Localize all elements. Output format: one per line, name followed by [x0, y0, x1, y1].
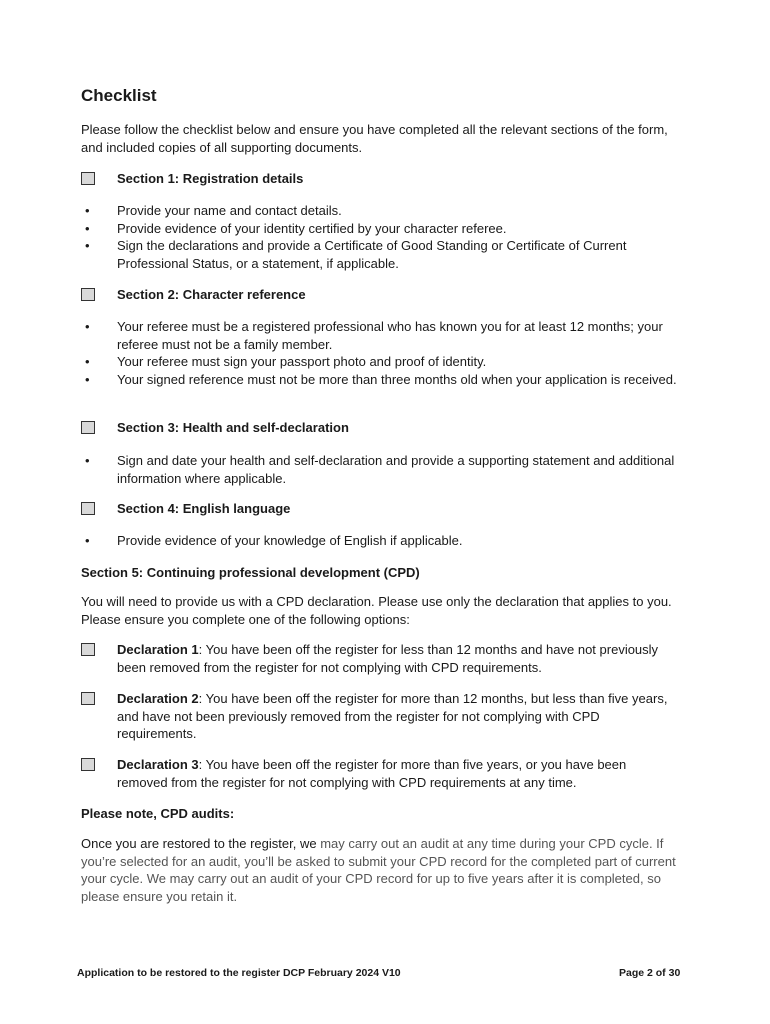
- section-3-heading: Section 3: Health and self-declaration: [117, 420, 349, 435]
- section-2-heading: Section 2: Character reference: [117, 287, 306, 302]
- page-title: Checklist: [81, 86, 157, 105]
- intro-paragraph: Please follow the checklist below and ensure you have completed all the relevant sections of the form, and included copies of all supporting documents.: [81, 122, 668, 155]
- section-2-list: [81, 318, 681, 388]
- declaration-1-checkbox[interactable]: [81, 643, 95, 656]
- list-item: • Sign the declarations and provide a Certificate of Good Standing or Certificate of Current Professional Status, or a statement, if applicable.: [85, 238, 627, 271]
- section-4-heading: Section 4: English language: [117, 501, 291, 516]
- cpd-audit-paragraph: Once you are restored to the register, we may carry out an audit at any time during your CPD cycle. If you’re selected for an audit, you’ll be asked to submit your CPD record for the completed part of current your cycle. We may carry out an audit of your CPD record for up to five years after it is completed, so please ensure you retain it.: [81, 836, 676, 904]
- section-5-heading: Section 5: Continuing professional development (CPD): [81, 565, 420, 580]
- list-item: • Provide your name and contact details.: [85, 203, 342, 218]
- list-item: • Your signed reference must not be more than three months old when your application is received.: [85, 371, 677, 387]
- section-4-list: [81, 532, 681, 550]
- section-3-checkbox[interactable]: [81, 421, 95, 434]
- declaration-3-checkbox[interactable]: [81, 758, 95, 771]
- section-2-checkbox[interactable]: [81, 288, 95, 301]
- footer-page-number: Page 2 of 30: [619, 967, 681, 979]
- section-1-heading: Section 1: Registration details: [117, 171, 304, 186]
- section-1-list: [81, 202, 681, 272]
- section-4-checkbox[interactable]: [81, 502, 95, 515]
- list-item: • Provide evidence of your knowledge of English if applicable.: [85, 533, 463, 548]
- list-item: • Sign and date your health and self-declaration and provide a supporting statement and additional information where applicable.: [85, 453, 675, 486]
- list-item: • Your referee must be a registered professional who has known you for at least 12 months; your referee must not be a family member.: [85, 319, 663, 352]
- footer-document-title: Application to be restored to the register DCP February 2024 V10: [77, 967, 401, 979]
- declaration-3-text: Declaration 3: You have been off the register for more than five years, or you have been removed from the register for not complying with CPD requirements at any time.: [117, 757, 627, 790]
- declaration-2-text: Declaration 2: You have been off the register for more than 12 months, but less than five years, and have not been previously removed from the register for not complying with CPD requirements.: [117, 691, 668, 741]
- section-5-intro: You will need to provide us with a CPD declaration. Please use only the declaration that applies to you. Please ensure you complete one of the following options:: [81, 594, 672, 627]
- section-1-checkbox[interactable]: [81, 172, 95, 185]
- declaration-1-text: Declaration 1: You have been off the register for less than 12 months and have not previously been removed from the register for not complying with CPD requirements.: [117, 642, 659, 675]
- declaration-2-checkbox[interactable]: [81, 692, 95, 705]
- cpd-audit-heading: Please note, CPD audits:: [81, 806, 235, 821]
- list-item: • Your referee must sign your passport photo and proof of identity.: [85, 354, 487, 369]
- list-item: • Provide evidence of your identity certified by your character referee.: [85, 220, 507, 236]
- section-3-list: [81, 452, 681, 487]
